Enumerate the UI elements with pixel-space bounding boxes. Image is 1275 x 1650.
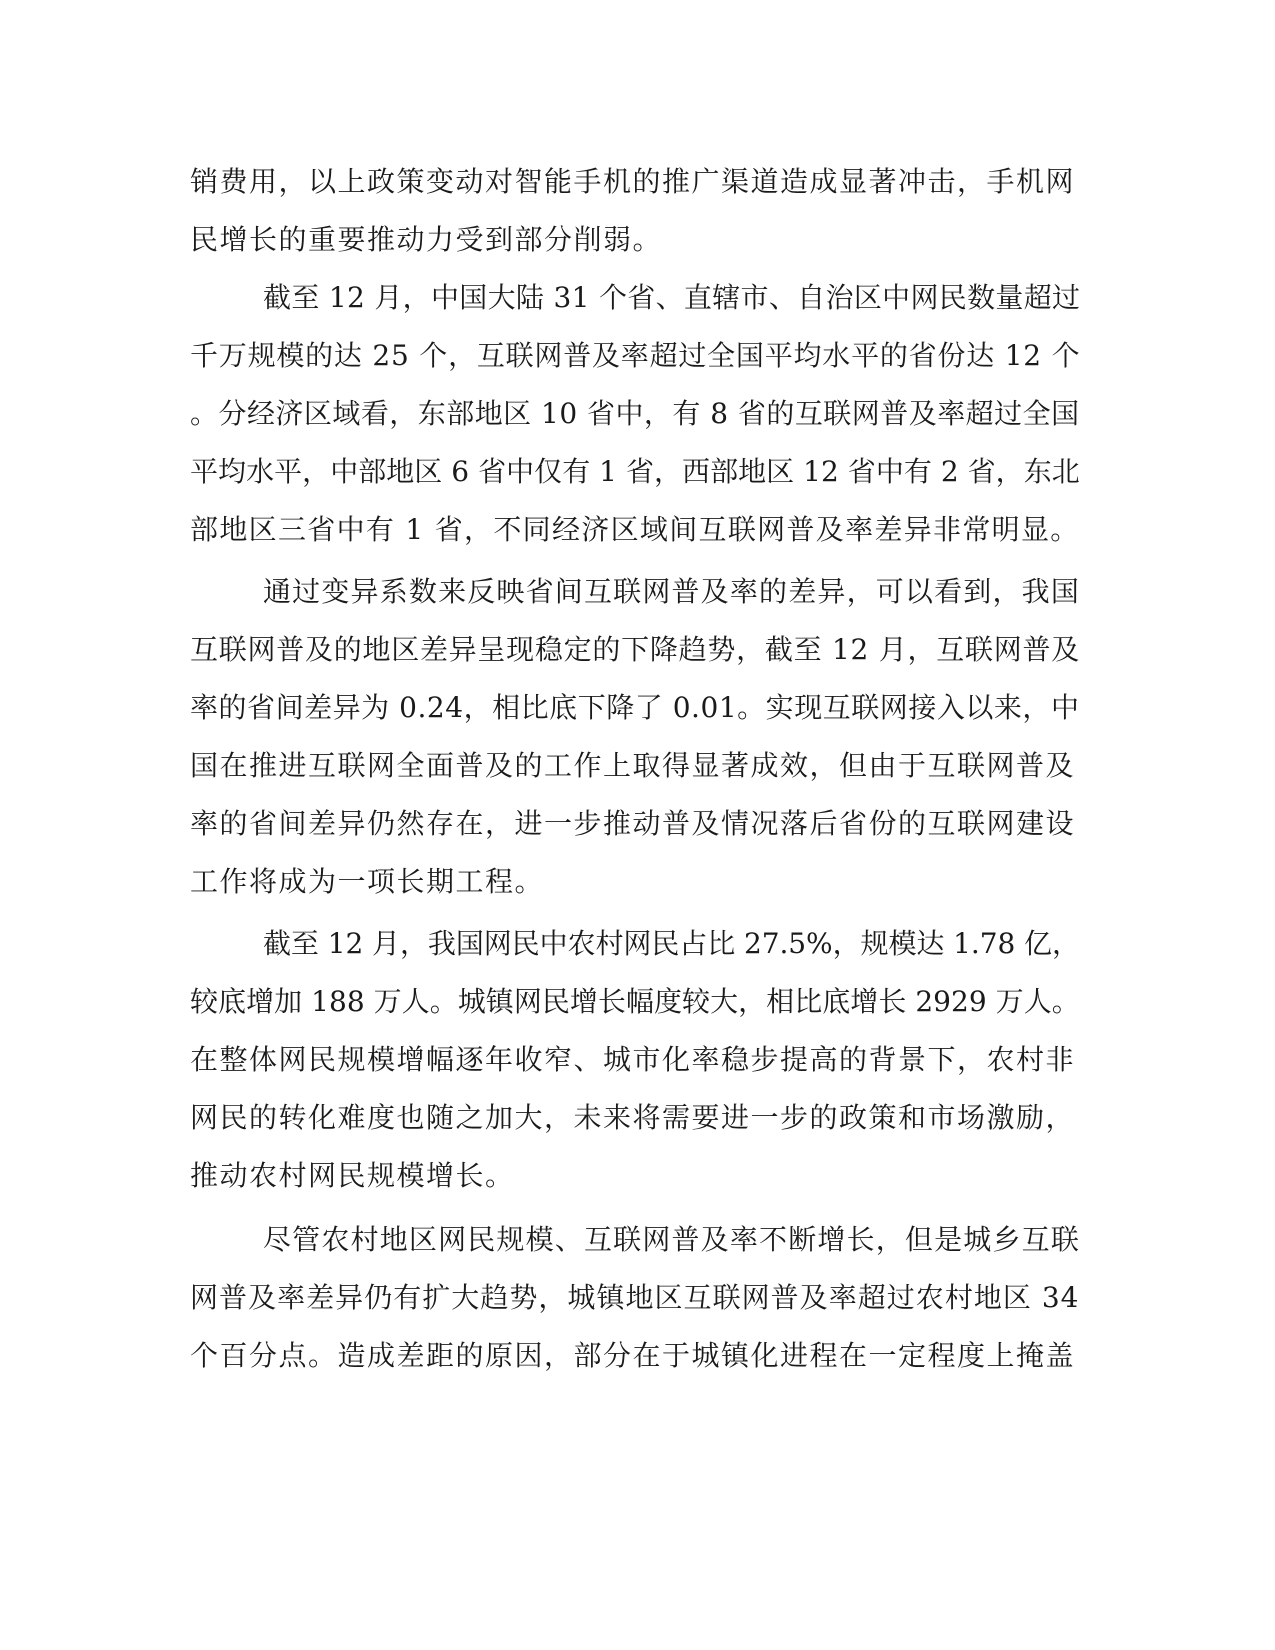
paragraph-line: 在整体网民规模增幅逐年收窄、城市化率稳步提高的背景下，农村非 bbox=[190, 1043, 1076, 1076]
paragraph-line: 平均水平，中部地区 6 省中仅有 1 省，西部地区 12 省中有 2 省，东北 bbox=[190, 455, 1080, 488]
paragraph-line: 千万规模的达 25 个，互联网普及率超过全国平均水平的省份达 12 个 bbox=[190, 339, 1081, 372]
paragraph-line: 国在推进互联网全面普及的工作上取得显著成效，但由于互联网普及 bbox=[190, 749, 1076, 782]
paragraph-line: 率的省间差异仍然存在，进一步推动普及情况落后省份的互联网建设 bbox=[190, 807, 1076, 840]
paragraph-line: 尽管农村地区网民规模、互联网普及率不断增长，但是城乡互联 bbox=[263, 1223, 1081, 1256]
paragraph-line: 截至 12 月，中国大陆 31 个省、直辖市、自治区中网民数量超过 bbox=[263, 281, 1081, 314]
paragraph-line: 个百分点。造成差距的原因，部分在于城镇化进程在一定程度上掩盖 bbox=[190, 1339, 1076, 1372]
paragraph-line: 推动农村网民规模增长。 bbox=[190, 1159, 515, 1192]
paragraph-line: 网民的转化难度也随之加大，未来将需要进一步的政策和市场激励， bbox=[190, 1101, 1076, 1134]
paragraph-line: 工作将成为一项长期工程。 bbox=[190, 865, 545, 898]
paragraph-line: 网普及率差异仍有扩大趋势，城镇地区互联网普及率超过农村地区 34 bbox=[190, 1281, 1080, 1314]
paragraph-line: 互联网普及的地区差异呈现稳定的下降趋势，截至 12 月，互联网普及 bbox=[190, 633, 1080, 666]
paragraph-line: 部地区三省中有 1 省，不同经济区域间互联网普及率差异非常明显。 bbox=[190, 513, 1080, 546]
paragraph-line: 。分经济区域看，东部地区 10 省中，有 8 省的互联网普及率超过全国 bbox=[190, 397, 1080, 430]
paragraph-line: 通过变异系数来反映省间互联网普及率的差异，可以看到，我国 bbox=[263, 575, 1081, 608]
paragraph-line: 截至 12 月，我国网民中农村网民占比 27.5%，规模达 1.78 亿， bbox=[263, 927, 1080, 960]
paragraph-line: 销费用，以上政策变动对智能手机的推广渠道造成显著冲击，手机网 bbox=[190, 165, 1076, 198]
paragraph-line: 民增长的重要推动力受到部分削弱。 bbox=[190, 223, 663, 256]
paragraph-line: 较底增加 188 万人。城镇网民增长幅度较大，相比底增长 2929 万人。 bbox=[190, 985, 1080, 1018]
paragraph-line: 率的省间差异为 0.24，相比底下降了 0.01。实现互联网接入以来，中 bbox=[190, 691, 1080, 724]
